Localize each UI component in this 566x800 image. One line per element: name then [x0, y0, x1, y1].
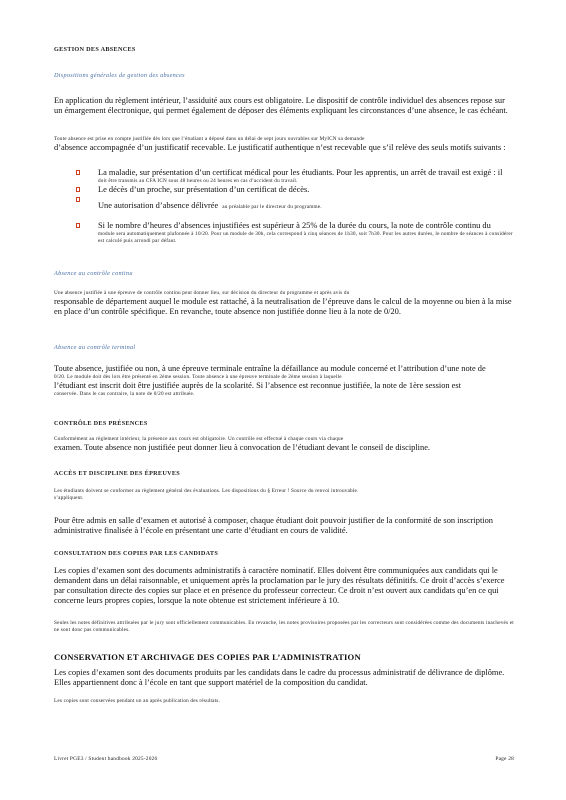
page-number: Page 28 [495, 756, 514, 762]
paragraph-justification [54, 136, 514, 153]
section-heading-consultation: CONSULTATION DES COPIES PAR LES CANDIDATS [54, 550, 219, 557]
access-small-text-2: s’appliquent. [54, 495, 84, 502]
motifs-list [76, 168, 514, 246]
subheading-continuous: Absence au contrôle continu [54, 270, 133, 277]
checkbox-bullet-icon [76, 223, 80, 228]
presences-small-text: Conformément au règlement intérieur, la présence aux cours est obligatoire. Un contrôle est effectué à chaque cours via chaque [54, 436, 344, 442]
checkbox-bullet-icon [76, 170, 80, 175]
continuous-small-text: Une absence justifiée à une épreuve de contrôle continu peut donner lieu, sur décision du directeur du programme et après avis du [54, 290, 350, 296]
list-item-text: Le décès d’un proche, sur présentation d’un certificat de décès. [98, 185, 310, 195]
justification-big-text: d’absence accompagnée d’un justificatif recevable. Le justificatif authentique n’est recevable que s’il relève des seuls motifs suivants : [54, 143, 506, 153]
paragraph-continuous [54, 290, 514, 317]
subheading-terminal: Absence au contrôle terminal [54, 344, 136, 351]
list-item-text: La maladie, sur présentation d’un certificat médical pour les étudiants. Pour les apprentis, un arrêt de travail est exigé : il [98, 168, 503, 177]
terminal-small-text-2: conservée. Dans le cas contraire, la note de 0/20 est attribuée. [54, 391, 195, 398]
section-heading-presences: CONTRÔLE DES PRÉSENCES [54, 420, 148, 427]
list-item [76, 168, 514, 185]
justification-small-text: Toute absence est prise en compte justifiée dès lors que l’étudiant a déposé dans un délai de sept jours ouvrables sur MyICN sa demande [54, 136, 365, 142]
footer-handbook-title: Livret PGE3 / Student handbook 2025-2026 [54, 756, 158, 762]
checkbox-bullet-icon [76, 197, 80, 202]
list-item-text: Une autorisation d’absence délivrée [98, 201, 219, 211]
paragraph-final-grades: Seules les notes définitives attribuées par le jury sont officiellement communicables. En revanche, les notes provisoires proposées par les correcteurs sont considérées comme des documents inachevés et ne sont donc pas communicables. [54, 620, 514, 634]
paragraph-consultation: Les copies d’examen sont des documents administratifs à caractère nominatif. Elles doivent être communiquées aux candidats qui le demandent dans un délai raisonnable, et uniquement après la proclamation par le jury des résultats définitifs. Ce droit d’accès s’exerce par consultation directe des copies sur place et en présence du professeur correcteur. Ce droit n’est ouvert aux candidats qu’en ce qui concerne leurs propres copies, lorsque la note obtenue est strictement inférieure à 10. [54, 566, 505, 605]
list-item [76, 195, 514, 213]
continuous-big-text: responsable de département auquel le module est rattaché, à la neutralisation de l’épreuve dans le calcul de la moyenne ou bien à la mise en place d’un contrôle spécifique. En revanche, toute absence non justifiée donne lieu à la note de 0/20. [54, 297, 512, 317]
page-footer [54, 756, 514, 762]
list-item-subtext: au préalable par le directeur du programme. [222, 204, 322, 211]
terminal-small-text: 0/20. Le module doit dès lors être présenté en 2ème session. Toute absence à une épreuve terminale de 2ème session à laquelle [54, 374, 342, 380]
paragraph-admission: Pour être admis en salle d’examen et autorisé à composer, chaque étudiant doit pouvoir justifier de la conformité de son inscription administrative finalisée à l’école en présentant une carte d’étudiant en cours de validité. [54, 516, 493, 535]
access-small-text: Les étudiants doivent se conformer au règlement général des évaluations. Les dispositions du § Erreur ! Source du renvoi introuvable. [54, 488, 359, 494]
paragraph-presences [54, 436, 514, 453]
list-item-subtext: doit être transmis au CFA ICN sous 48 heures ou 24 heures en cas d’accident du travail. [98, 178, 298, 184]
terminal-big-text-2: l’étudiant est inscrit doit être justifiée auprès de la scolarité. Si l’absence est reconnue justifiée, la note de 1ère session est [54, 381, 461, 391]
list-item [76, 185, 514, 195]
list-item-text: Si le nombre d’heures d’absences injustifiées est supérieur à 25% de la durée du cours, la note de contrôle continu du [98, 221, 491, 231]
presences-big-text: examen. Toute absence non justifiée peut donner lieu à convocation de l’étudiant devant le conseil de discipline. [54, 443, 431, 453]
section-heading-access: ACCÈS ET DISCIPLINE DES ÉPREUVES [54, 470, 181, 477]
list-item-subtext: module sera automatiquement plafonnée à 10/20. Pour un module de 30h, cela correspond à cinq séances de 1h30, soit 7h30. Pour les autres durées, le nombre de séances à considérer est calculé puis arrondi par défaut. [98, 231, 513, 245]
checkbox-bullet-icon [76, 187, 80, 192]
terminal-big-text: Toute absence, justifiée ou non, à une épreuve terminale entraîne la défaillance au module concerné et l’attribution d’une note de [54, 364, 486, 373]
paragraph-access [54, 488, 514, 502]
list-item [76, 221, 514, 245]
paragraph-terminal [54, 364, 514, 398]
subheading-general: Dispositions générales de gestion des absences [54, 72, 185, 79]
section-heading-archiving: CONSERVATION ET ARCHIVAGE DES COPIES PAR L’ADMINISTRATION [54, 652, 361, 662]
paragraph-intro: En application du règlement intérieur, l’assiduité aux cours est obligatoire. Le dispositif de contrôle individuel des absences repose sur un émargement électronique, qui permet également de déposer des éléments expliquant les circonstances d’une absence, le cas échéant. [54, 96, 508, 115]
section-heading-absences: GESTION DES ABSENCES [54, 46, 136, 53]
paragraph-retention: Les copies sont conservées pendant un an après publication des résultats. [54, 698, 221, 704]
paragraph-archiving: Les copies d’examen sont des documents produits par les candidats dans le cadre du processus administratif de délivrance de diplôme. Elles appartiennent donc à l’école en tant que support matériel de la composition du candidat. [54, 668, 505, 687]
